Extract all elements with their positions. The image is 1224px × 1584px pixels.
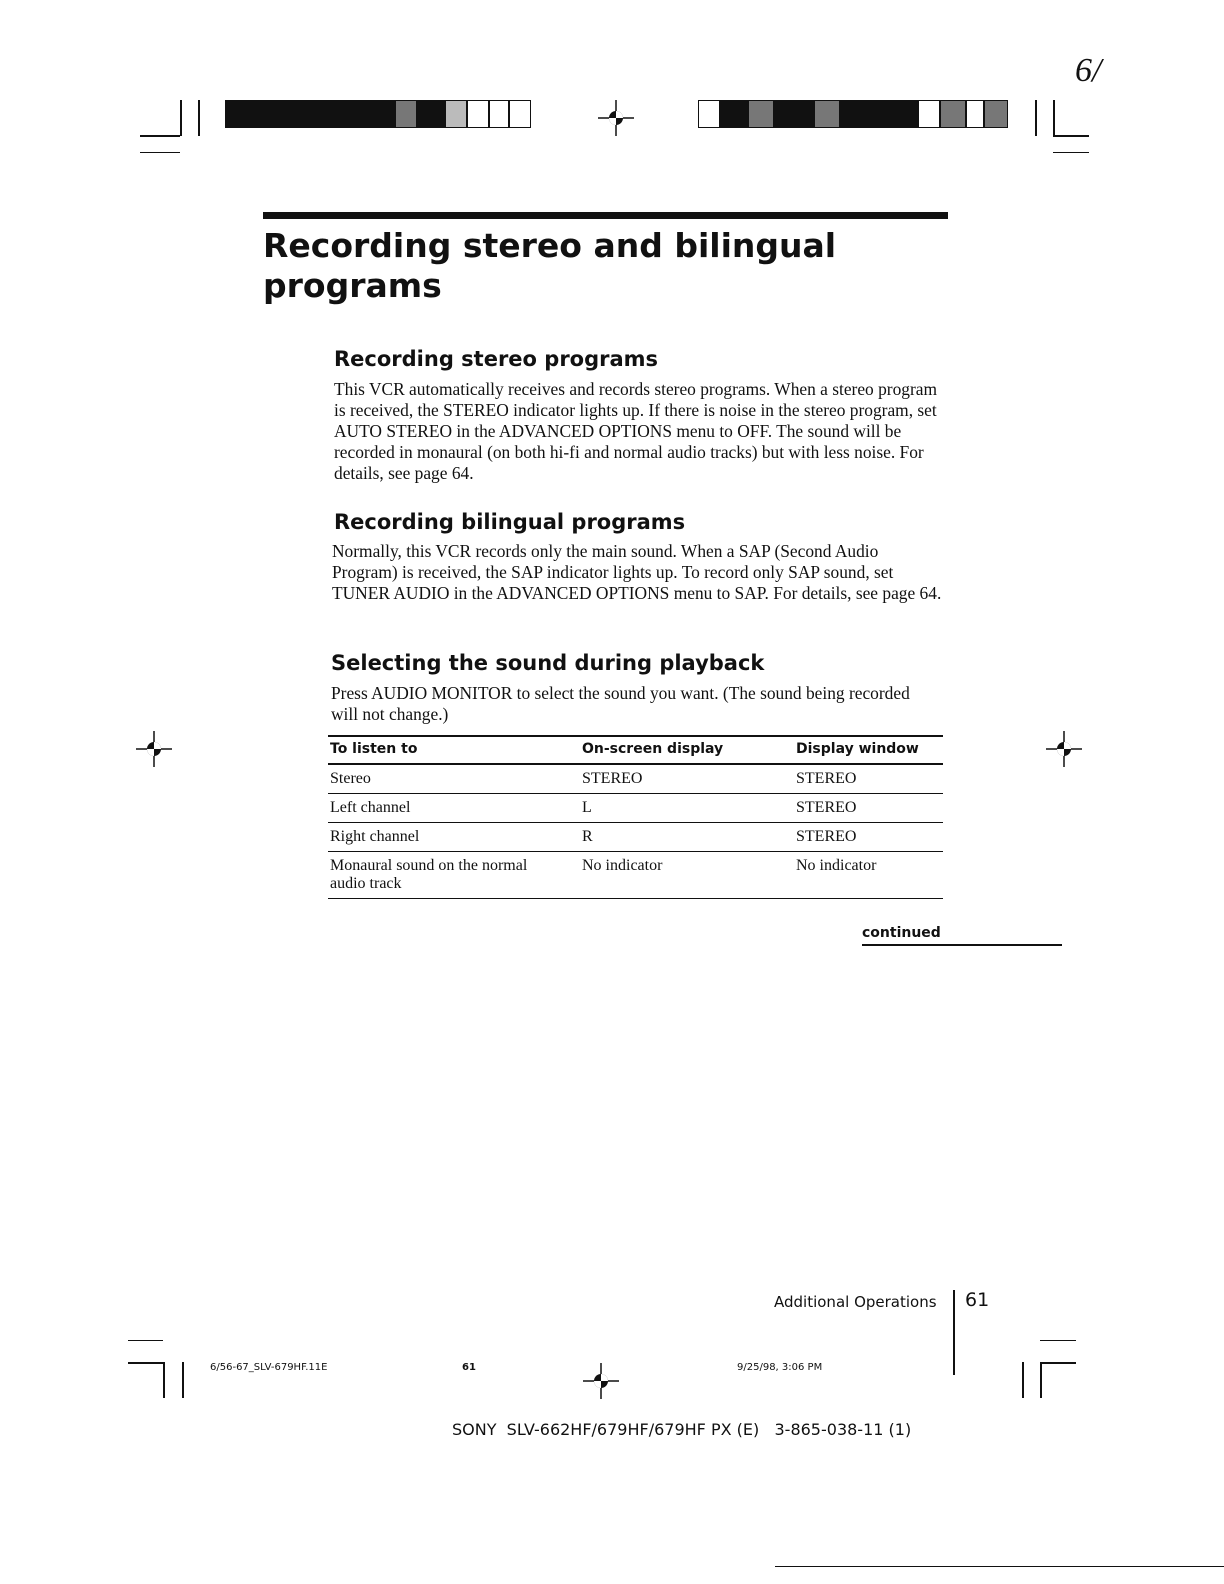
section-heading-bilingual: Recording bilingual programs (334, 510, 686, 534)
slug-datetime: 9/25/98, 3:06 PM (737, 1362, 823, 1373)
table-cell: No indicator (794, 852, 943, 899)
crop-mark (180, 100, 182, 136)
registration-bar-left (225, 100, 531, 128)
table-row (328, 823, 943, 852)
column-header: On-screen display (580, 736, 794, 764)
handwritten-page-mark: 6/ (1075, 52, 1102, 89)
continued-rule (862, 944, 1062, 946)
crop-mark (128, 1362, 163, 1364)
registration-crosshair-icon (136, 731, 172, 767)
table-cell: Stereo (328, 764, 580, 794)
table-cell: Monaural sound on the normal audio track (328, 852, 580, 899)
crop-mark (1053, 100, 1055, 136)
slug-filename: 6/56-67_SLV-679HF.11E (210, 1362, 328, 1373)
registration-bar-right (698, 100, 1008, 128)
section-body-bilingual: Normally, this VCR records only the main sound. When a SAP (Second Audio Program) is received, the SAP indicator lights up. To record only SAP sound, set TUNER AUDIO in the ADVANCED OPTIONS menu to SAP. For details, see page 64. (332, 541, 942, 603)
table-cell: No indicator (580, 852, 794, 899)
column-header: To listen to (328, 736, 580, 764)
table-cell: STEREO (580, 764, 794, 794)
table-cell: R (580, 823, 794, 852)
column-header: Display window (794, 736, 943, 764)
crop-mark (1040, 1362, 1042, 1398)
table-cell: L (580, 794, 794, 823)
continued-label: continued (862, 925, 941, 941)
crop-mark (163, 1362, 165, 1398)
page-title: Recording stereo and bilingual programs (263, 226, 837, 305)
page-edge-line (775, 1566, 1224, 1567)
registration-crosshair-icon (583, 1363, 619, 1399)
slug-model-line: SONY SLV-662HF/679HF/679HF PX (E) 3-865-038-11 (1) (452, 1420, 912, 1439)
crop-mark (128, 1340, 163, 1341)
table-cell: STEREO (794, 764, 943, 794)
crop-mark (198, 100, 200, 136)
table-row (328, 794, 943, 823)
section-heading-playback: Selecting the sound during playback (331, 651, 765, 675)
crop-mark (182, 1362, 184, 1398)
crop-mark (140, 152, 180, 153)
crop-mark (1053, 152, 1089, 153)
table-cell: STEREO (794, 794, 943, 823)
sound-selection-table (328, 735, 943, 899)
table-row (328, 852, 943, 899)
footer-divider (953, 1290, 955, 1375)
crop-mark (1022, 1362, 1024, 1398)
section-heading-stereo: Recording stereo programs (334, 347, 659, 371)
crop-mark (1053, 135, 1089, 137)
table-cell: STEREO (794, 823, 943, 852)
section-body-playback: Press AUDIO MONITOR to select the sound you want. (The sound being recorded will not change.) (331, 683, 910, 724)
table-cell: Right channel (328, 823, 580, 852)
registration-crosshair-icon (598, 100, 634, 136)
registration-crosshair-icon (1046, 731, 1082, 767)
table-header-row (328, 736, 943, 764)
footer-section-name: Additional Operations (774, 1293, 937, 1311)
crop-mark (1035, 100, 1037, 136)
footer-page-number: 61 (965, 1289, 990, 1311)
crop-mark (1040, 1340, 1076, 1341)
section-body-stereo: This VCR automatically receives and records stereo programs. When a stereo program is received, the STEREO indicator lights up. If there is noise in the stereo program, set AUTO STEREO in the ADVANCED OPTIONS menu to OFF. The sound will be recorded in monaural (on both hi-fi and normal audio tracks) but with less noise. For details, see page 64. (334, 379, 937, 483)
slug-page: 61 (462, 1362, 476, 1373)
crop-mark (140, 135, 180, 137)
table-cell: Left channel (328, 794, 580, 823)
table-row (328, 764, 943, 794)
crop-mark (1040, 1362, 1076, 1364)
title-rule (263, 212, 948, 219)
